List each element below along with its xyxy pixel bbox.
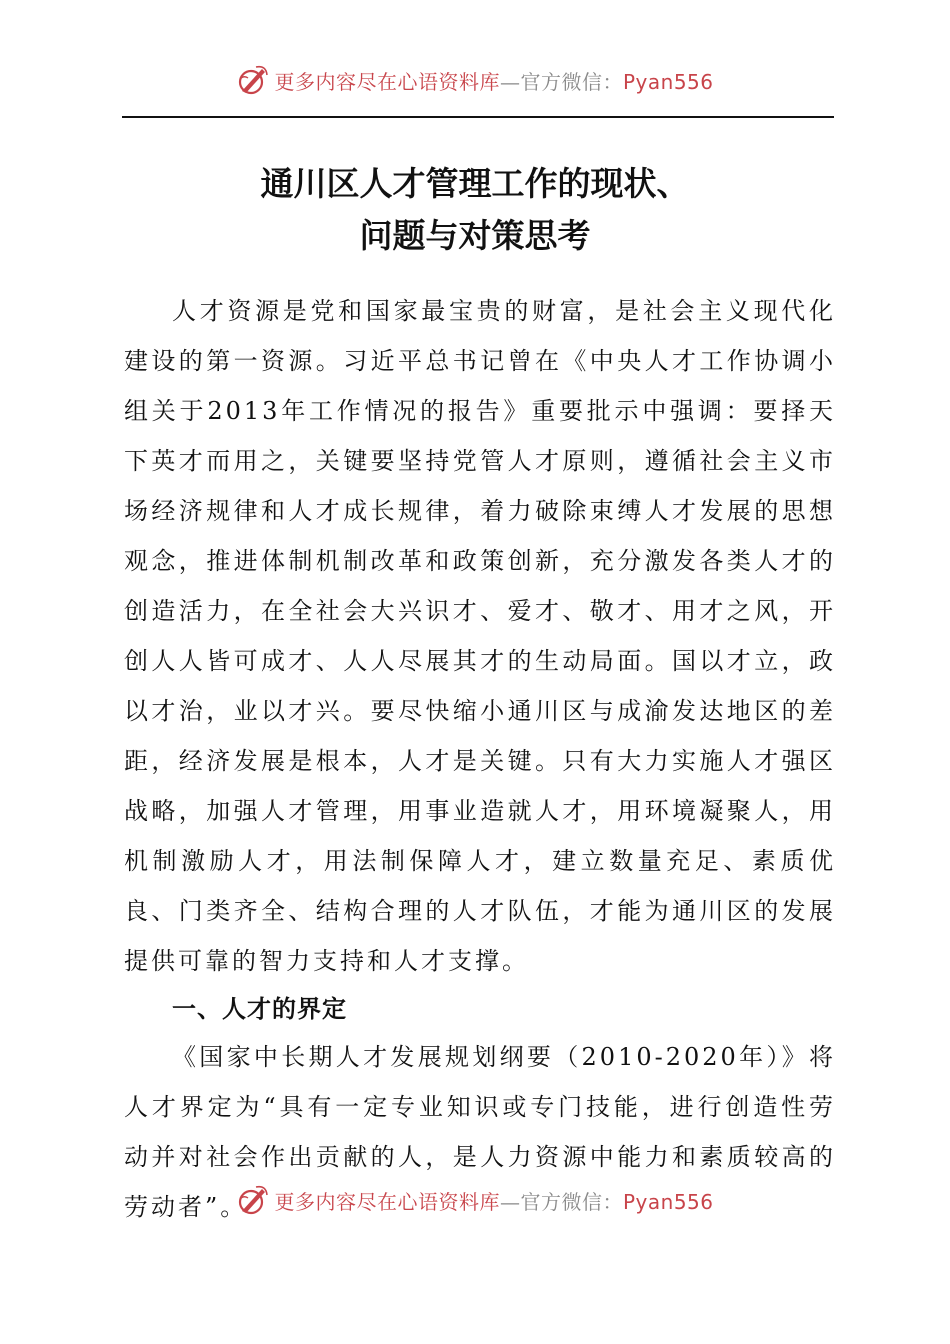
watermark-main-text: 更多内容尽在心语资料库 [274, 69, 500, 94]
watermark-separator: — [499, 69, 521, 94]
watermark-official-text: 官方微信： [520, 1189, 623, 1214]
document-body [124, 286, 836, 1232]
watermark-wechat-id: Pyan556 [622, 69, 714, 94]
header-rule [122, 116, 834, 118]
watermark-footer [0, 1178, 950, 1222]
paragraph-intro: 人才资源是党和国家最宝贵的财富，是社会主义现代化建设的第一资源。习近平总书记曾在《中央人才工作协调小组关于2013年工作情况的报告》重要批示中强调：要择天下英才而用之，关键要坚持党管人才原则，遵循社会主义市场经济规律和人才成长规律，着力破除束缚人才发展的思想观念，推进体制机制改革和政策创新，充分激发各类人才的创造活力，在全社会大兴识才、爱才、敬才、用才之风，开创人人皆可成才、人人尽展其才的生动局面。国以才立，政以才治，业以才兴。要尽快缩小通川区与成渝发达地区的差距，经济发展是根本，人才是关键。只有大力实施人才强区战略，加强人才管理，用事业造就人才，用环境凝聚人，用机制激励人才，用法制保障人才，建立数量充足、素质优良、门类齐全、结构合理的人才队伍，才能为通川区的发展提供可靠的智力支持和人才支撑。 [124, 297, 836, 975]
watermark-text [274, 66, 713, 95]
document-title-line2: 问题与对策思考 [359, 216, 591, 255]
watermark-header [0, 58, 950, 102]
document-title-line1: 通川区人才管理工作的现状、 [260, 164, 690, 203]
watermark-official-text: 官方微信： [520, 69, 623, 94]
section-heading-1: 一、人才的界定 [172, 995, 347, 1023]
quill-logo-icon [236, 1183, 270, 1217]
paragraph-definition: 《国家中长期人才发展规划纲要（2010-2020年）》将人才界定为“具有一定专业知识或专门技能，进行创造性劳动并对社会作出贡献的人，是人力资源中能力和素质较高的劳动者”。 [124, 1043, 836, 1221]
watermark-separator: — [499, 1189, 521, 1214]
watermark-text [274, 1186, 713, 1215]
watermark-wechat-id: Pyan556 [622, 1189, 714, 1214]
quill-logo-icon [236, 63, 270, 97]
watermark-main-text: 更多内容尽在心语资料库 [274, 1189, 500, 1214]
